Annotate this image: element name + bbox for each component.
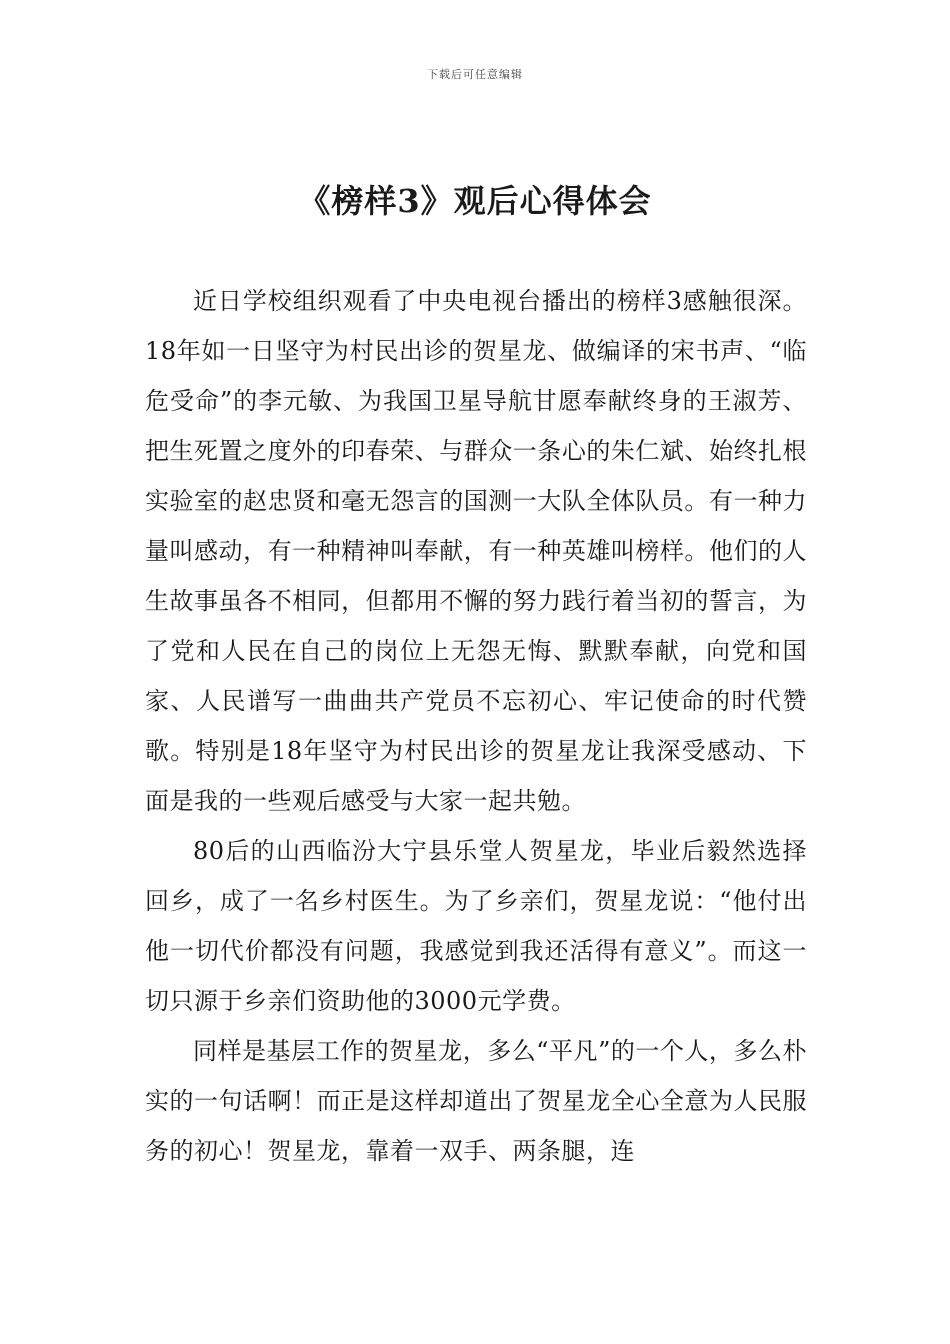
document-body [145,276,807,1176]
paragraph-1: 近日学校组织观看了中央电视台播出的榜样3感触很深。18年如一日坚守为村民出诊的贺星龙、做编译的宋书声、“临危受命”的李元敏、为我国卫星导航甘愿奉献终身的王淑芳、把生死置之度外的印春荣、与群众一条心的朱仁斌、始终扎根实验室的赵忠贤和毫无怨言的国测一大队全体队员。有一种力量叫感动，有一种精神叫奉献，有一种英雄叫榜样。他们的人生故事虽各不相同，但都用不懈的努力践行着当初的誓言，为了党和人民在自己的岗位上无怨无悔、默默奉献，向党和国家、人民谱写一曲曲共产党员不忘初心、牢记使命的时代赞歌。特别是18年坚守为村民出诊的贺星龙让我深受感动、下面是我的一些观后感受与大家一起共勉。 [145,287,807,815]
header-note: 下载后可任意编辑 [427,68,523,81]
paragraph-2: 80后的山西临汾大宁县乐堂人贺星龙，毕业后毅然选择回乡，成了一名乡村医生。为了乡亲们，贺星龙说：“他付出他一切代价都没有问题，我感觉到我还活得有意义”。而这一切只源于乡亲们资助他的3000元学费。 [145,837,807,1015]
paragraph-3: 同样是基层工作的贺星龙，多么“平凡”的一个人，多么朴实的一句话啊！而正是这样却道出了贺星龙全心全意为人民服务的初心！贺星龙，靠着一双手、两条腿，连 [145,1037,807,1165]
document-title: 《榜样3》观后心得体会 [298,182,652,220]
